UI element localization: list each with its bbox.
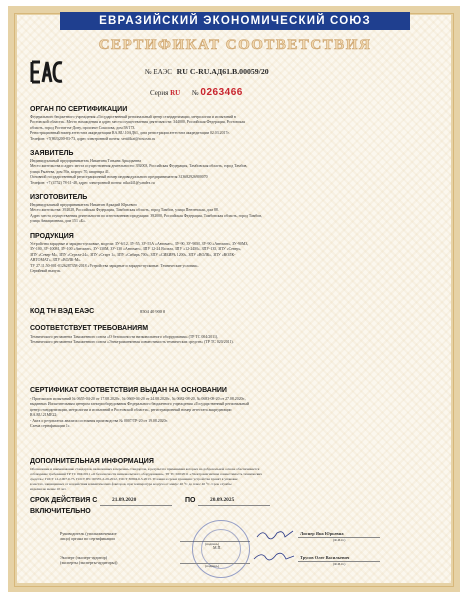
basis-line: RA.RU.21МЕ22; [30, 413, 58, 418]
product-line: ЗУ-100, ЗУ-100М, ЗУ-100 «Автомат», ЗУ-130М, ЗУ-130 «Автомат», ЗПУ 12-24 Вольта, ЗПУ «12-24М», ЗПУ-135, ЗПУ «Север», [30, 247, 242, 252]
validity-from: 21.09.2020 [112, 497, 137, 503]
organ-line: Регистрационный номер аттестата аккредитации RA.RU.10АД61, дата регистрации аттестата аккредитации 02.03.2017г. [30, 131, 230, 136]
manufacturer-heading: ИЗГОТОВИТЕЛЬ [30, 194, 88, 201]
product-line: Устройства зарядные и зарядно-пусковые, модели: ЗУ-6/12, ЗУ-55, ЗУ-55А «Автомат», ЗУ-90, ЗУ-90М, ЗУ-90 «Автомат», ЗУ-90М3, [30, 242, 249, 246]
expert-label [60, 555, 117, 565]
validity-to: 20.09.2025 [210, 497, 235, 503]
applicant-line: Основной государственный регистрационный номер индивидуального предпринимателя 313682926900070 [30, 175, 208, 180]
expert-signature-caption: (подпись) [205, 564, 220, 568]
head-signatory-label [60, 531, 117, 541]
series-label: Серия [150, 89, 169, 97]
basis-line: выданных Испытательным центром электрооборудования Федерального бюджетного учреждения «Государственный региональный [30, 402, 249, 407]
basis-heading: СЕРТИФИКАТ СООТВЕТСТВИЯ ВЫДАН НА ОСНОВАНИИ [30, 387, 227, 394]
manufacturer-line: улица Авиационная, дом 151 «Б». [30, 219, 86, 224]
certificate-number: RU C-RU.AД61.В.00059/20 [176, 67, 269, 76]
validity-inclusive: ВКЛЮЧИТЕЛЬНО [30, 508, 91, 515]
product-line: АВТОМАТ», ЗПУ «ВОЛК-М». [30, 258, 82, 263]
applicant-line: улица Рылеева, дом 59а, корпус 70, квартира 41. [30, 169, 110, 174]
tnved-code: 8504 40 900 0 [140, 309, 166, 314]
manufacturer-line: Индивидуальный предприниматель Никитин Аркадий Юрьевич [30, 203, 137, 207]
manufacturer-line: Адрес места осуществления деятельности по изготовлению продукции: 392000, Российская Федерация, Тамбовская область, город Тамбов, [30, 213, 263, 218]
basis-line: центр стандартизации, метрологии и испытаний в Ростовской области», регистрационный номер аттестата аккредитации [30, 407, 232, 412]
basis-line: Схема сертификации 1с. [30, 424, 71, 429]
manufacturer-line: Место жительства: 392028, Российская Федерация, Тамбовская область, город Тамбов, улица Пензенская, дом 88. [30, 208, 219, 213]
requirements-heading: СООТВЕТСТВУЕТ ТРЕБОВАНИЯМ [30, 325, 149, 332]
series-row [150, 87, 243, 98]
basis-text [30, 397, 450, 429]
series-no-label: № [191, 89, 199, 97]
expert-name-caption: (Ф.И.О.) [333, 562, 346, 566]
applicant-line: Место жительства и адрес места осуществления деятельности: 392003, Российская Федерация, Тамбовская область, город Тамбов, [30, 164, 248, 169]
requirements-text [30, 335, 450, 346]
validity-to-label: ПО [185, 497, 196, 504]
additional-line: в местах, защищенных от воздействия климатических факторов, при температуре воздуха от минус 40 °C до плюс 40 °C. Срок службы [30, 482, 232, 486]
product-line: ЗПУ «Север-М», ЗПУ «Стрела-24», ЗПУ «Старт 1», ЗПУ «Сибирь 700», ЗПУ «СИБИРЬ 1200», ЗПУ «ВОЛК», ЗПУ «ВОЛК- [30, 252, 236, 257]
tnved-heading: КОД ТН ВЭД ЕАЭС [30, 308, 95, 315]
requirements-line: Технического регламента Таможенного союза «О безопасности низковольтного оборудования» (ТР ТС 004/2011), [30, 335, 219, 339]
applicant-line: Индивидуальный предприниматель Никитина Татьяна Аркадьевна [30, 159, 141, 163]
number-label: № ЕАЭС [145, 68, 172, 76]
expert-label-line: Эксперт (эксперт-аудитор) [60, 555, 108, 560]
head-signature-caption: (подпись) [205, 542, 220, 546]
expert-label-line: (эксперты (эксперты-аудиторы)) [60, 560, 118, 566]
head-signature-icon [255, 527, 295, 541]
product-line: Серийный выпуск. [30, 269, 62, 274]
series-code: RU [170, 89, 181, 97]
requirements-line: Технического регламента Таможенного союза «Электромагнитная совместимость технических средств» (ТР ТС 020/2011). [30, 340, 234, 345]
eac-mark-logo [30, 60, 64, 84]
additional-text [30, 467, 450, 492]
applicant-text [30, 159, 450, 186]
applicant-line: Телефон: +7 (4752) 78-11-48, адрес электронной почты: nika441@yandex.ru [30, 180, 155, 185]
validity-from-line [100, 505, 172, 506]
additional-line: соблюдение требований ТР ТС 004/2011 «О безопасности низковольтного оборудования», ТР ТС 020/2011 «Электромагнитная совместимость технических [30, 472, 263, 476]
product-text [30, 242, 450, 274]
validity-to-line [198, 505, 270, 506]
certificate-number-row [145, 67, 269, 76]
head-name-caption: (Ф.И.О.) [333, 538, 346, 542]
applicant-heading: ЗАЯВИТЕЛЬ [30, 150, 74, 157]
union-banner: ЕВРАЗИЙСКИЙ ЭКОНОМИЧЕСКИЙ СОЮЗ [60, 12, 410, 30]
series-number: 0263466 [200, 87, 243, 98]
organ-line: Ростовской области». Место нахождения и адрес места осуществления деятельности: 344000, Российская Федерация, Ростовская [30, 120, 245, 125]
organ-line: Федерального бюджетного учреждения «Государственный региональный центр стандартизации, метрологии и испытаний в [30, 115, 236, 119]
organ-line: Телефон: +7(863)200-83-73, адрес электронной почты: sertifikat@rostcsm.ru [30, 136, 156, 141]
head-label-line: Руководитель (уполномоченное [60, 531, 117, 536]
organ-heading: ОРГАН ПО СЕРТИФИКАЦИИ [30, 106, 128, 113]
validity-label: СРОК ДЕЙСТВИЯ С [30, 497, 98, 504]
additional-line: изделия не менее 10 лет. [30, 487, 67, 491]
additional-line: средств»: ГОСТ 12.2.007.0-75, ГОСТ IEC 60335-2-29-2012, ГОСТ 30804.6.3-2013. Условия и сроки хранения: устройства хранят в упаковке [30, 477, 238, 481]
organ-text [30, 115, 450, 142]
seal-place-label: М.П. [213, 545, 222, 550]
additional-heading: ДОПОЛНИТЕЛЬНАЯ ИНФОРМАЦИЯ [30, 458, 154, 465]
product-line: ТУ 27.11.50-001-0126287358-2018 «Устройства зарядные и зарядно-пусковые. Технические условия». [30, 263, 199, 268]
head-label-line: лицо) органа по сертификации [60, 536, 115, 542]
eac-logo-icon [30, 60, 64, 84]
expert-name: Трусов Олег Васильевич [300, 555, 350, 560]
head-name: Лиснер Яна Юрьевна [300, 531, 344, 536]
product-heading: ПРОДУКЦИЯ [30, 233, 74, 240]
certificate-title: СЕРТИФИКАТ СООТВЕТСТВИЯ [98, 37, 372, 53]
additional-line: Обозначение и наименование стандартов, включенных в перечень стандартов, в результате применения которых на добровольной основе обеспечивается [30, 467, 260, 471]
basis-line: - Протоколов испытаний № 0655-04-20 от 17.08.2020г., № 0669-04-20 от 24.08.2020г., № 0682-08-20, № 0683-08-20 от 27.08.2020г., [30, 397, 246, 401]
organ-line: область, город Ростов-на-Дону, проспект Соколова, дом 58/173. [30, 125, 136, 130]
expert-signature-icon [252, 550, 296, 564]
basis-line: - Акта о результатах анализа состояния производства № 0007/ТР-20 от 19.08.2020г. [30, 418, 168, 423]
manufacturer-text [30, 203, 450, 225]
